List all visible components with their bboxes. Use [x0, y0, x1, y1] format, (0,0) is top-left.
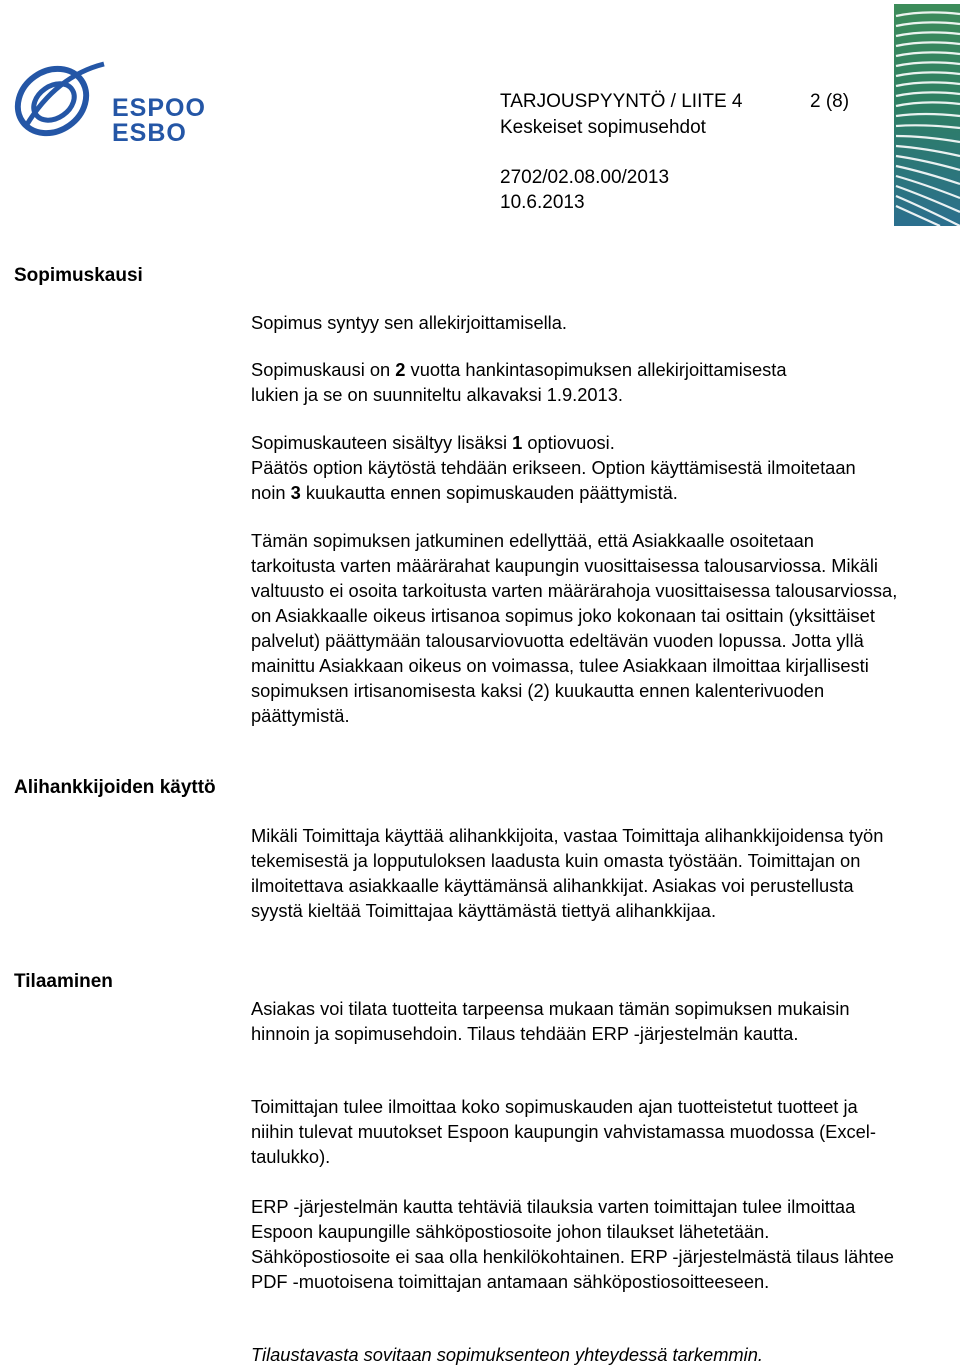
notice-months-count: 3 [290, 482, 301, 503]
document-title: TARJOUSPYYNTÖ / LIITE 4 [500, 91, 743, 112]
text-segment: Päätös option käytöstä tehdään erikseen. Option käyttämisestä ilmoitetaan noin [251, 457, 856, 503]
text-segment: Sopimuskauteen sisältyy lisäksi [251, 432, 513, 453]
logo-line-espoo: ESPOO [112, 94, 206, 122]
paragraph-text: ERP -järjestelmän kautta tehtäviä tilauksia varten toimittajan tulee ilmoittaa Espoon kaupungille sähköpostiosoite johon tilaukset lähetetään. Sähköpostiosoite ei saa olla henkilökohtainen. ERP -järjestelmästä tilaus lähtee PDF -muotoisena toimittajan antamaan sähköpostiosoitteeseen. [251, 1196, 894, 1292]
paragraph-contract-formation [251, 310, 911, 335]
years-count: 2 [395, 359, 406, 380]
paragraph-text: Tämän sopimuksen jatkuminen edellyttää, että Asiakkaalle osoitetaan tarkoitusta varten määrärahat kaupungin vuosittaisessa talousarviossa. Mikäli valtuusto ei osoita tarkoitusta varten määrärahoja vuosittaisessa talousarviossa, on Asiakkaalle oikeus irtisanoa sopimus joko kokonaan tai osittain (yksittäiset palvelut) päättymään talousarviovuotta edeltävän vuoden lopussa. Jotta yllä mainittu Asiakkaan oikeus on voimassa, tulee Asiakkaan ilmoittaa kirjallisesti sopimuksen irtisanomisesta kaksi (2) kuukautta ennen kalenterivuoden päättymistä. [251, 530, 898, 726]
paragraph-ordering [251, 996, 891, 1046]
document-date: 10.6.2013 [500, 192, 585, 213]
paragraph-erp-email [251, 1194, 901, 1294]
paragraph-option-year [251, 430, 871, 505]
paragraph-text: Sopimus syntyy sen allekirjoittamisella. [251, 312, 567, 333]
paragraph-text: Asiakas voi tilata tuotteita tarpeensa mukaan tämän sopimuksen mukaisin hinnoin ja sopimusehdoin. Tilaus tehdään ERP -järjestelmän kautta. [251, 998, 850, 1044]
paragraph-contract-period [251, 357, 811, 407]
heading-tilaaminen: Tilaaminen [14, 971, 113, 992]
wave-pattern-icon [894, 4, 960, 226]
espoo-swirl-icon [6, 56, 116, 146]
heading-alihankkijoiden-kaytto: Alihankkijoiden käyttö [14, 777, 216, 798]
document-subtitle: Keskeiset sopimusehdot [500, 117, 706, 138]
text-segment: optiovuosi. [522, 432, 615, 453]
text-segment: Sopimuskausi on [251, 359, 396, 380]
reference-number: 2702/02.08.00/2013 [500, 167, 670, 188]
paragraph-text: Tilaustavasta sovitaan sopimuksenteon yhteydessä tarkemmin. [251, 1344, 763, 1365]
paragraph-text: Mikäli Toimittaja käyttää alihankkijoita, vastaa Toimittaja alihankkijoidensa työn tekemisestä ja lopputuloksen laadusta kuin omasta työstään. Toimittajan on ilmoitettava asiakkaalle käyttämänsä alihankkijat. Asiakas voi perustellusta syystä kieltää Toimittajaa käyttämästä tiettyä alihankkijaa. [251, 825, 884, 921]
paragraph-ordering-note [251, 1342, 911, 1367]
heading-sopimuskausi: Sopimuskausi [14, 265, 143, 286]
logo-wordmark [112, 96, 206, 146]
logo-line-esbo: ESBO [112, 119, 187, 147]
page-number: 2 (8) [810, 91, 850, 112]
paragraph-text: Toimittajan tulee ilmoittaa koko sopimuskauden ajan tuotteistetut tuotteet ja niihin tulevat muutokset Espoon kaupungin vahvistamassa muodossa (Excel-taulukko). [251, 1096, 876, 1167]
espoo-logo [6, 56, 206, 147]
text-segment: kuukautta ennen sopimuskauden päättymistä. [300, 482, 678, 503]
option-years-count: 1 [512, 432, 523, 453]
paragraph-subcontractors [251, 823, 901, 923]
paragraph-budget-condition [251, 528, 901, 728]
corner-decoration [894, 4, 960, 226]
paragraph-product-listing [251, 1094, 891, 1169]
text-segment: vuotta hankintasopimuksen allekirjoittamisesta lukien ja se on suunniteltu alkavaksi 1.9.2013. [251, 359, 787, 405]
